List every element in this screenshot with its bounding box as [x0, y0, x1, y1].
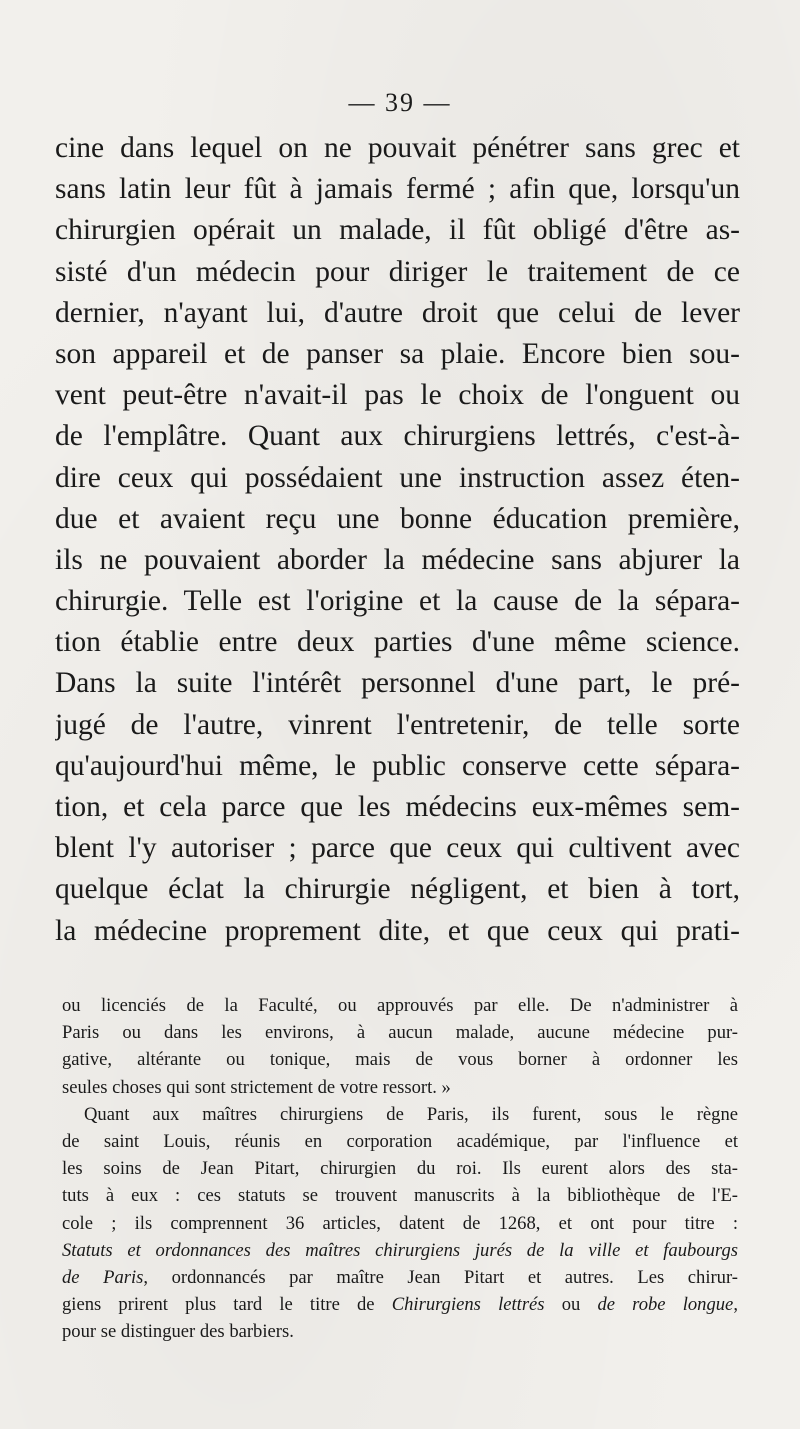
text-line: dire ceux qui possédaient une instruction assez éten- [55, 461, 740, 494]
text-line: quelque éclat la chirurgie négligent, et bien à tort, [55, 873, 740, 906]
footnote-line: seules choses qui sont strictement de votre ressort. » [62, 1076, 451, 1098]
footnote-text: ou [544, 1294, 598, 1316]
text-line: qu'aujourd'hui même, le public conserve cette sépara- [55, 749, 740, 782]
footnote-line: de saint Louis, réunis en corporation académique, par l'influence et [62, 1130, 738, 1152]
footnote-text: , [733, 1294, 738, 1316]
text-line: cine dans lequel on ne pouvait pénétrer sans grec et [55, 132, 740, 164]
footnote-line: pour se distinguer des barbiers. [62, 1321, 294, 1343]
text-line: Dans la suite l'intérêt personnel d'une part, le pré- [55, 667, 740, 700]
text-line: la médecine proprement dite, et que ceux qui prati- [55, 914, 740, 947]
text-line: ils ne pouvaient aborder la médecine sans abjurer la [55, 543, 740, 576]
text-line: dernier, n'ayant lui, d'autre droit que celui de lever [55, 296, 740, 329]
footnote-line: tuts à eux : ces statuts se trouvent manuscrits à la bibliothèque de l'E- [62, 1185, 738, 1207]
text-line: due et avaient reçu une bonne éducation première, [55, 502, 740, 535]
footnote-line: ou licenciés de la Faculté, ou approuvés par elle. De n'administrer à [62, 995, 738, 1016]
main-text [55, 128, 740, 952]
text-line: vent peut-être n'avait-il pas le choix de l'onguent ou [55, 379, 740, 412]
text-line: son appareil et de panser sa plaie. Encore bien sou- [55, 337, 740, 370]
italic-term: Chirurgiens lettrés [391, 1294, 545, 1316]
text-line: sans latin leur fût à jamais fermé ; afin que, lorsqu'un [55, 173, 740, 206]
page-number: — 39 — [348, 88, 452, 117]
footnote-line [62, 1291, 738, 1318]
footnote-line: les soins de Jean Pitart, chirurgien du roi. Ils eurent alors des sta- [62, 1158, 738, 1180]
italic-title-end: de Paris [62, 1266, 144, 1288]
footnote-text: , ordonnancés par maître Jean Pitart et autres. Les chirur- [143, 1266, 738, 1288]
footnote-line: Paris ou dans les environs, à aucun malade, aucune médecine pur- [62, 1022, 738, 1044]
footnote-line: gative, altérante ou tonique, mais de vous borner à ordonner les [62, 1049, 738, 1071]
footnote-text: giens prirent plus tard le titre de [62, 1294, 392, 1316]
footnote-line: Quant aux maîtres chirurgiens de Paris, ils furent, sous le règne [84, 1103, 738, 1125]
text-line: sisté d'un médecin pour diriger le traitement de ce [55, 255, 740, 288]
text-line: de l'emplâtre. Quant aux chirurgiens lettrés, c'est-à- [55, 420, 740, 453]
footnotes [62, 992, 738, 1345]
text-line: tion, et cela parce que les médecins eux-mêmes sem- [55, 791, 740, 823]
footnote-line [62, 1264, 738, 1291]
footnote-line-italic: Statuts et ordonnances des maîtres chirurgiens jurés de la ville et faubourgs [62, 1239, 738, 1261]
text-line: chirurgie. Telle est l'origine et la cause de la sépara- [55, 585, 740, 618]
text-line: jugé de l'autre, vinrent l'entretenir, de telle sorte [55, 708, 740, 741]
footnote-line: cole ; ils comprennent 36 articles, datent de 1268, et ont pour titre : [62, 1212, 738, 1234]
text-line: tion établie entre deux parties d'une même science. [55, 626, 740, 659]
text-line: chirurgien opérait un malade, il fût obligé d'être as- [55, 214, 740, 247]
italic-term: de robe longue [597, 1294, 734, 1316]
text-line: blent l'y autoriser ; parce que ceux qui cultivent avec [55, 832, 740, 865]
